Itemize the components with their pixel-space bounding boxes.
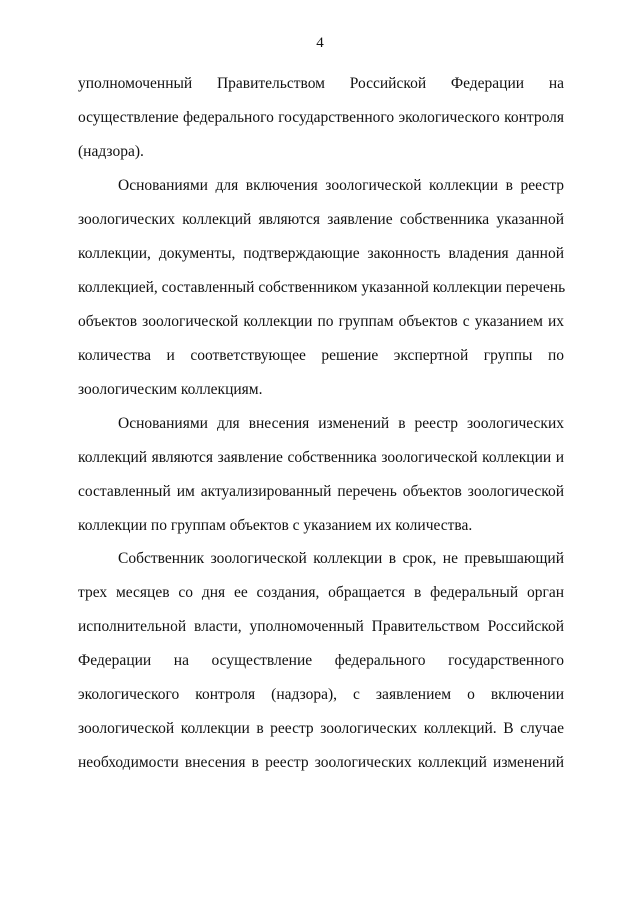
- paragraph-1: [78, 67, 564, 169]
- text-line: необходимости внесения в реестр зоологических коллекций изменений: [78, 754, 564, 771]
- text-line: Основаниями для включения зоологической коллекции в реестр: [118, 177, 564, 194]
- text-line: коллекцией, составленный собственником указанной коллекции перечень: [78, 279, 566, 296]
- text-line: зоологических коллекций являются заявление собственника указанной: [78, 211, 564, 228]
- text-line: (надзора).: [78, 143, 144, 160]
- text-line: зоологическим коллекциям.: [78, 381, 263, 398]
- paragraph-4: [78, 542, 564, 780]
- text-line: количества и соответствующее решение экспертной группы по: [78, 347, 564, 364]
- text-line: Собственник зоологической коллекции в срок, не превышающий: [118, 550, 564, 567]
- text-line: коллекции, документы, подтверждающие законность владения данной: [78, 245, 564, 262]
- text-line: исполнительной власти, уполномоченный Правительством Российской: [78, 618, 564, 635]
- text-line: коллекций являются заявление собственника зоологической коллекции и: [78, 449, 564, 466]
- paragraph-3: [78, 407, 564, 543]
- text-line: Федерации на осуществление федерального государственного: [78, 652, 564, 669]
- text-line: составленный им актуализированный перечень объектов зоологической: [78, 483, 564, 500]
- text-line: трех месяцев со дня ее создания, обращается в федеральный орган: [78, 584, 564, 601]
- paragraph-2: [78, 169, 564, 407]
- text-line: экологического контроля (надзора), с заявлением о включении: [78, 686, 564, 703]
- text-line: Основаниями для внесения изменений в реестр зоологических: [118, 415, 564, 432]
- text-line: осуществление федерального государственного экологического контроля: [78, 109, 564, 126]
- text-line: зоологической коллекции в реестр зоологических коллекций. В случае: [78, 720, 564, 737]
- text-line: коллекции по группам объектов с указанием их количества.: [78, 517, 473, 534]
- text-line: уполномоченный Правительством Российской Федерации на: [78, 75, 564, 92]
- text-line: объектов зоологической коллекции по группам объектов с указанием их: [78, 313, 564, 330]
- page-number: 4: [316, 35, 324, 51]
